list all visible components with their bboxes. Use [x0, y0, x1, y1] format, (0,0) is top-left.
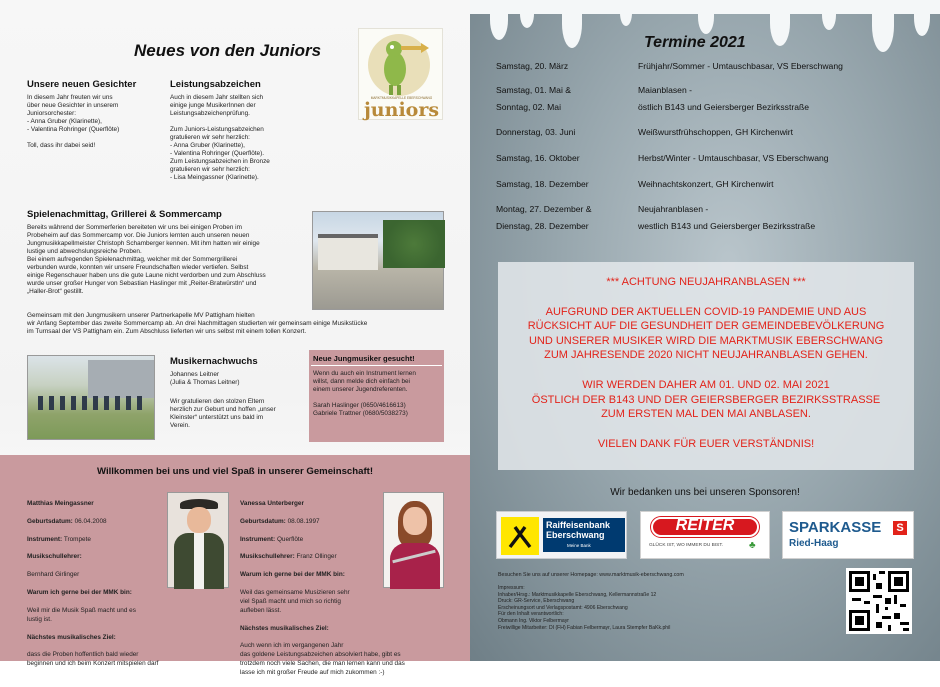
member-photo-1 [167, 492, 229, 588]
notice-text: WIR WERDEN DAHER AM 01. UND 02. MAI 2021 ÖSTLICH DER B143 UND DER GEIERSBERGER BEZIRKSSTRASSE ZUM ERSTEN MAL DEN MAI ANBLASEN. [531, 378, 881, 421]
group-photo [27, 355, 155, 440]
notice-thanks: VIELEN DANK FÜR EUER VERSTÄNDNIS! [597, 437, 815, 450]
right-page: Termine 2021 Samstag, 20. März Frühjahr/Sommer - Umtauschbasar, VS Eberschwang Samstag, 01. Mai & Sonntag, 02. Mai Maianblasen - östlich B143 und Geiersberger Bezirksstraße Donnerstag, 03. Juni Weißwurstfrühschoppen, GH Kirchenwirt Samstag, 16. Oktober Herbst/Winter - Umtauschbasar, VS Eberschwang Samstag, 18. Dezember Weihnachtskonzert, GH Kirchenwirt Montag, 27. Dezember & Dienstag, 28. Dezember Neujahranblasen - westlich B143 und Geiersberger Bezirksstraße *** ACHTUNG NEUJAHRANBLASEN *** AUFGRUND DER AKTUELLEN COVID-19 PANDEMIE UND AUS RÜCKSICHT AUF DIE GESUNDHEIT DER GEMEINDEBEVÖLKERUNG UND UNSERER MUSIKER WIRD DIE MARKTMUSIK EBERSCHWANG ZUM JAHRESENDE 2020 NICHT NEUJAHRANBLASEN GEHEN. WIR WERDEN DAHER AM 01. UND 02. MAI 2021 ÖSTLICH DER B143 UND DER GEIERSBERGER BEZIRKSSTRASSE ZUM ERSTEN MAL DEN MAI ANBLASEN. VIELEN DANK FÜR EUER VERSTÄNDNIS! Wir bedanken uns bei unseren Sponsoren! Raiffeisenbank Eberschwang Meine Bank REITER GLÜCK IST, WO IMMER DU BIST. ♣ SPARKASSE S Ried-Haag Besuchen Sie uns auf unserer Homepage: www.marktmusik-eberschwang.com Impressum: Inhaber/Hrsg.: Marktmusikkapelle Eberschwang, Kellermannstraße 12 Druck: GR-Service, Eberschwang Erscheinungsort und Verlagspostamt: 4906 Eberschwang Für den Inhalt verantwortlich: Obmann Ing. Viktor Felbermayr Freiwillige Mitarbeiter: DI (FH) Fabian Felbermayr, Laura Stempfer BaKk.phil [470, 0, 940, 661]
raiffeisen-name-1: Raiffeisenbank [546, 520, 611, 530]
logo-caption: MARKTMUSIKKAPELLE EBERSCHWANG [370, 96, 433, 100]
sponsor-raiffeisen [496, 511, 627, 559]
logo-wordmark: juniors [363, 99, 440, 121]
schedule-title: Termine 2021 [644, 34, 746, 51]
section-text: Bereits während der Sommerferien bereiteten wir uns bei einigen Proben im Probeheim auf das Sommercamp vor. Die Juniors lernten auch unseren neuen Jungmusikkapellmeister Christoph Schamberger kennen. Mit ihm hatten wir einige lustige und abwechslungsreiche Proben. Bei einem aufregenden Spielenachmittag, welcher mit der Sommergrillerei verbunden wurde, konnten wir unsere Freundschaften wieder vertiefen. Selbst einige Regenschauer haben uns die gute Laune nicht verdorben und zum Abschluss wurde unser großer Hunger von Sebastian Haslinger mit „Reiter-Bratwürstln“ und „Haller-Brot“ gestillt. [27, 224, 266, 295]
member-profile-2: Vanessa Unterberger Geburtsdatum: 08.08.1997 Instrument: Querflöte Musikschullehrer: Franz Ollinger Warum ich gerne bei der MMK bin: Weil das gemeinsame Musizieren sehr viel Spaß macht und mich so richtig aufleben lässt. Nächstes musikalisches Ziel: Auch wenn ich im vergangenen Jahr das goldene Leistungsabzeichen absolviert habe, gibt es trotzdem noch viele Sachen, die man lernen kann und das lasse ich mit großer Freude auf mich zukommen :-) [240, 491, 466, 687]
imprint: Impressum: Inhaber/Hrsg.: Marktmusikkapelle Eberschwang, Kellermannstraße 12 Druck: GR-Service, Eberschwang Erscheinungsort und Verlagspostamt: 4906 Eberschwang Für den Inhalt verantwortlich: Obmann Ing. Viktor Felbermayr Freiwillige Mitarbeiter: DI (FH) Fabian Felbermayr, Laura Stempfer BaKk.phil [498, 585, 671, 631]
section-text: Wir gratulieren den stolzen Eltern herzlich zur Geburt und hoffen „unser Kleinster“ unterstützt uns bald im Verein. [170, 398, 276, 429]
section-heading: Leistungsabzeichen [170, 79, 261, 90]
left-page [0, 0, 470, 677]
baby-names: Johannes Leitner (Julia & Thomas Leitner) [170, 371, 240, 386]
recruit-box [309, 350, 444, 442]
notice-text: AUFGRUND DER AKTUELLEN COVID-19 PANDEMIE UND AUS RÜCKSICHT AUF DIE GESUNDHEIT DER GEMEINDEBEVÖLKERUNG UND UNSERER MUSIKER WIRD DIE MARKTMUSIK EBERSCHWANG ZUM JAHRESENDE 2020 NICHT NEUJAHRANBLASEN GEHEN. [527, 305, 885, 362]
raiffeisen-tagline: Meine Bank [567, 543, 591, 548]
notice-heading: *** ACHTUNG NEUJAHRANBLASEN *** [606, 276, 806, 288]
raiffeisen-name-2: Eberschwang [546, 530, 605, 540]
recruit-heading: Neue Jungmusiker gesucht! [313, 354, 415, 363]
section-heading: Musikernachwuchs [170, 356, 258, 367]
sparkasse-s-icon: S [893, 521, 907, 535]
sponsor-sparkasse [782, 511, 914, 559]
section-text: In diesem Jahr freuten wir uns über neue Gesichter in unserem Juniorsorchester: - Anna Gruber (Klarinette), - Valentina Rohringer (Querflöte) Toll, dass ihr dabei seid! [27, 94, 120, 149]
sparkasse-sub: Ried-Haag [789, 538, 839, 549]
member-photo-2 [383, 492, 444, 588]
reiter-name: REITER [675, 517, 735, 534]
page-title: Neues von den Juniors [134, 41, 322, 60]
section-heading: Unsere neuen Gesichter [27, 79, 137, 90]
welcome-panel [0, 455, 470, 677]
clover-icon: ♣ [749, 540, 756, 551]
recruit-text: Wenn du auch ein Instrument lernen willst, dann melde dich einfach bei einem unserer Jugendreferenten. Sarah Haslinger (0650/4616613) Gabriele Trattner (0680/5038273) [313, 370, 416, 417]
section-text: Gemeinsam mit den Jungmusikern unserer Partnerkapelle MV Pattigham hielten wir Anfang September das zweite Sommercamp ab. An drei Nachmittagen studierten wir gemeinsam einige Musikstücke im Turnsaal der VS Pattigham ein. Zum Abschluss lieferten wir uns selbst mit einem tollen Konzert. [27, 312, 368, 335]
section-text: Auch in diesem Jahr stellten sich einige junge MusikerInnen der Leistungsabzeichenprüfung. Zum Juniors-Leistungsabzeichen gratulieren wir sehr herzlich: - Anna Gruber (Klarinette), - Valentina Rohringer (Querflöte). Zum Leistungsabzeichen in Bronze gratulieren wir sehr herzlich: - Lisa Meingassner (Klarinette). [170, 94, 270, 181]
sparkasse-name: SPARKASSE [789, 519, 882, 536]
welcome-heading: Willkommen bei uns und viel Spaß in unserer Gemeinschaft! [96, 466, 374, 477]
sponsor-reiter [640, 511, 770, 559]
homepage-note: Besuchen Sie uns auf unserer Homepage: www.marktmusik-eberschwang.com [498, 572, 684, 578]
section-heading: Spielenachmittag, Grillerei & Sommercamp [27, 209, 222, 220]
camp-photo [312, 211, 444, 310]
qr-code [846, 568, 912, 634]
sponsors-heading: Wir bedanken uns bei unseren Sponsoren! [610, 487, 800, 498]
member-name: Vanessa Unterberger [240, 499, 304, 507]
juniors-logo [358, 28, 443, 120]
covid-notice [498, 262, 914, 470]
raiffeisen-gable-icon [501, 517, 539, 555]
member-profile-1: Matthias Meingassner Geburtsdatum: 06.04.2008 Instrument: Trompete Musikschullehrer: Bernhard Girlinger Warum ich gerne bei der MMK bin: Weil mir die Musik Spaß macht und es lustig ist. Nächstes musikalisches Ziel: dass die Proben hoffentlich bald wieder beginnen und ich beim Konzert mitspielen darf [27, 491, 167, 678]
member-name: Matthias Meingassner [27, 499, 94, 507]
reiter-slogan: GLÜCK IST, WO IMMER DU BIST. [649, 543, 724, 548]
